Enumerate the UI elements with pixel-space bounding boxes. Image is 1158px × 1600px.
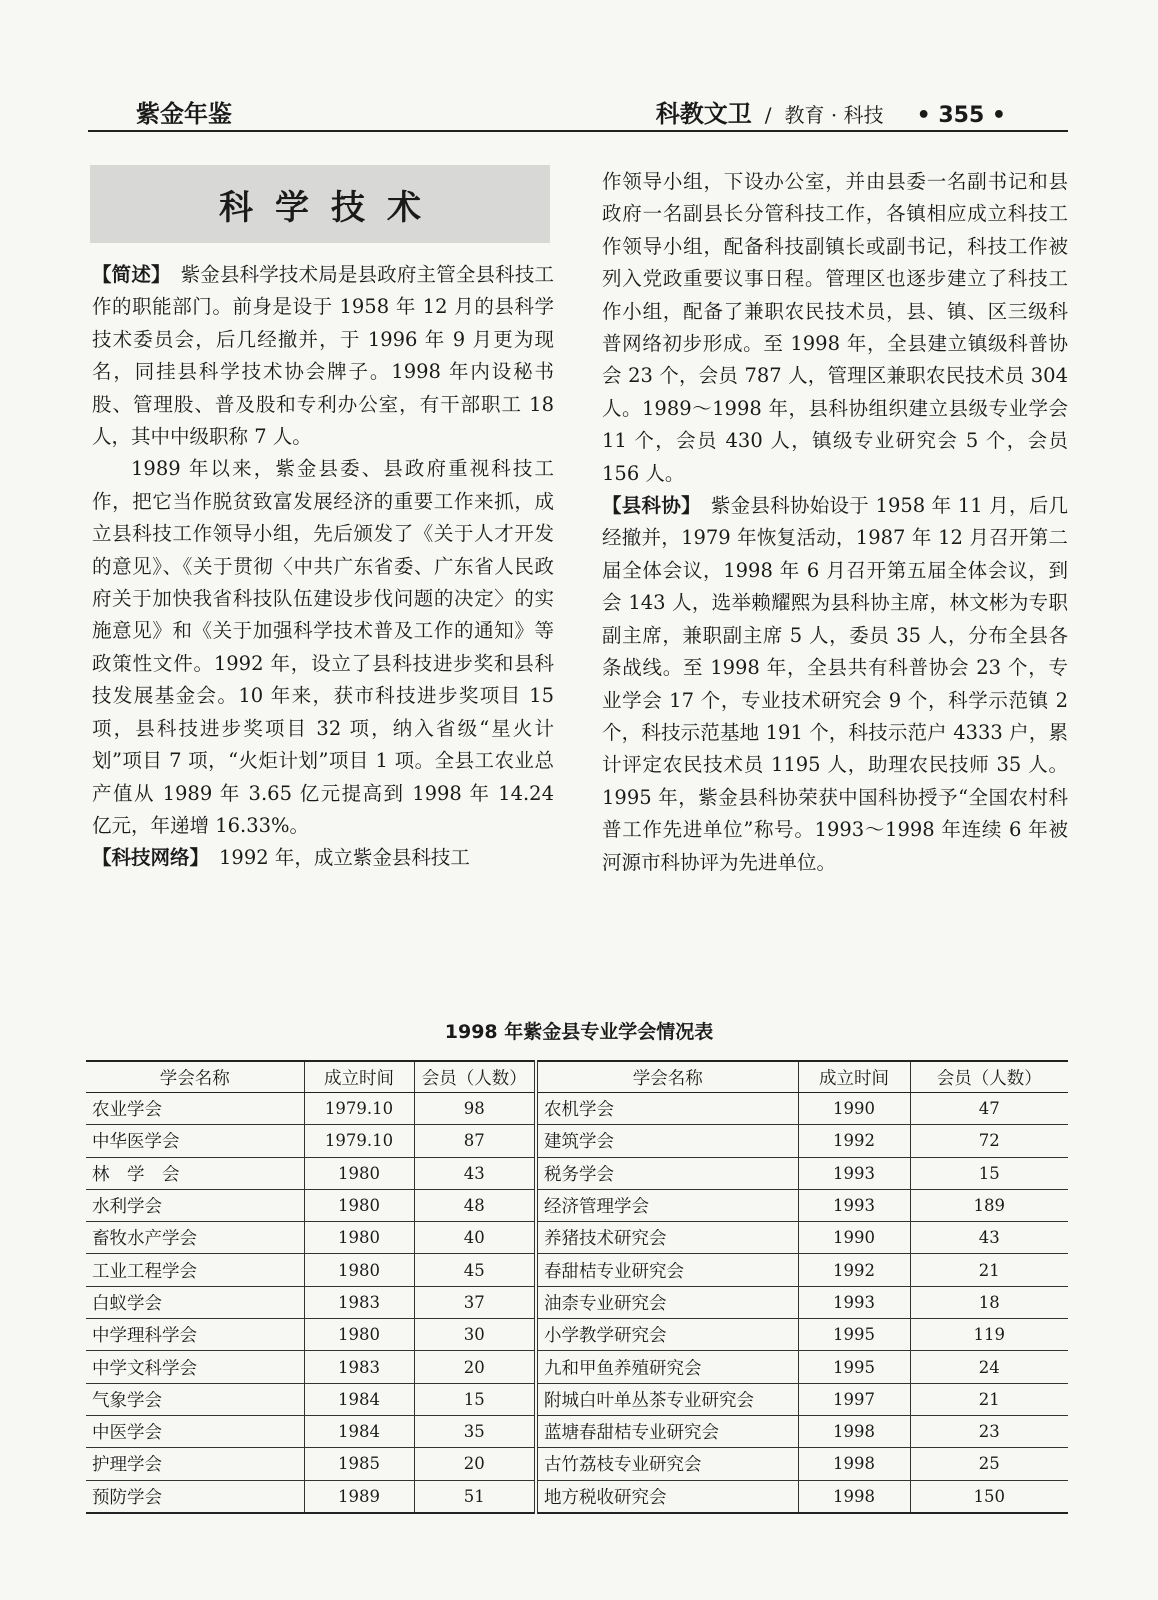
column-header: 会员（人数） <box>910 1061 1068 1093</box>
column-header: 会员（人数） <box>414 1061 536 1093</box>
society-name-cell: 经济管理学会 <box>536 1189 798 1221</box>
founded-cell: 1998 <box>798 1415 910 1447</box>
table-row <box>86 1093 1068 1125</box>
table-row <box>86 1319 1068 1351</box>
members-cell: 40 <box>414 1222 536 1254</box>
table-row <box>86 1222 1068 1254</box>
page-header <box>88 92 1068 132</box>
table-header-row <box>86 1061 1068 1093</box>
founded-cell: 1985 <box>304 1448 414 1480</box>
society-name-cell: 中医学会 <box>86 1415 304 1447</box>
society-name-cell: 工业工程学会 <box>86 1254 304 1286</box>
members-cell: 25 <box>910 1448 1068 1480</box>
society-name-cell: 中学文科学会 <box>86 1351 304 1383</box>
society-name-cell: 油柰专业研究会 <box>536 1286 798 1318</box>
founded-cell: 1993 <box>798 1157 910 1189</box>
society-name-cell: 税务学会 <box>536 1157 798 1189</box>
founded-cell: 1993 <box>798 1286 910 1318</box>
founded-cell: 1980 <box>304 1319 414 1351</box>
column-header: 成立时间 <box>304 1061 414 1093</box>
founded-cell: 1992 <box>798 1125 910 1157</box>
table-row <box>86 1254 1068 1286</box>
members-cell: 21 <box>910 1254 1068 1286</box>
founded-cell: 1980 <box>304 1254 414 1286</box>
founded-cell: 1983 <box>304 1351 414 1383</box>
members-cell: 30 <box>414 1319 536 1351</box>
right-column <box>602 166 1068 879</box>
members-cell: 48 <box>414 1189 536 1221</box>
table-row <box>86 1415 1068 1447</box>
table-title: 1998 年紫金县专业学会情况表 <box>444 1021 714 1043</box>
society-name-cell: 林 学 会 <box>86 1157 304 1189</box>
members-cell: 15 <box>414 1383 536 1415</box>
column-header: 成立时间 <box>798 1061 910 1093</box>
founded-cell: 1984 <box>304 1383 414 1415</box>
society-name-cell: 气象学会 <box>86 1383 304 1415</box>
members-cell: 35 <box>414 1415 536 1447</box>
section-separator: / <box>764 103 772 127</box>
founded-cell: 1998 <box>798 1480 910 1513</box>
table-row <box>86 1189 1068 1221</box>
founded-cell: 1980 <box>304 1189 414 1221</box>
society-name-cell: 中华医学会 <box>86 1125 304 1157</box>
column-header: 学会名称 <box>86 1061 304 1093</box>
column-header: 学会名称 <box>536 1061 798 1093</box>
table-row <box>86 1351 1068 1383</box>
society-name-cell: 九和甲鱼养殖研究会 <box>536 1351 798 1383</box>
founded-cell: 1979.10 <box>304 1093 414 1125</box>
society-name-cell: 白蚁学会 <box>86 1286 304 1318</box>
paragraph-policy: 1989 年以来，紫金县委、县政府重视科技工作，把它当作脱贫致富发展经济的重要工作来抓，成立县科技工作领导小组，先后颁发了《关于人才开发的意见》、《关于贯彻〈中共广东省委、广东省人民政府关于加快我省科技队伍建设步伐问题的决定〉的实施意见》和《关于加强科学技术普及工作的通知》等政策性文件。1992 年，设立了县科技进步奖和县科技发展基金会。10 年来，获市科技进步奖项目 15 项，县科技进步奖项目 32 项，纳入省级“星火计划”项目 7 项，“火炬计划”项目 1 项。全县工农业总产值从 1989 年 3.65 亿元提高到 1998 年 14.24 亿元，年递增 16.33%。 <box>92 457 554 837</box>
article-title: 科学技术 <box>219 187 443 228</box>
founded-cell: 1998 <box>798 1448 910 1480</box>
book-title: 紫金年鉴 <box>136 100 232 128</box>
members-cell: 23 <box>910 1415 1068 1447</box>
members-cell: 20 <box>414 1351 536 1383</box>
society-name-cell: 水利学会 <box>86 1189 304 1221</box>
society-name-cell: 古竹荔枝专业研究会 <box>536 1448 798 1480</box>
members-cell: 20 <box>414 1448 536 1480</box>
paragraph-overview <box>92 259 554 453</box>
table-body <box>86 1093 1068 1513</box>
paragraph-network <box>92 842 554 874</box>
society-name-cell: 中学理科学会 <box>86 1319 304 1351</box>
association-text: 紫金县科协始设于 1958 年 11 月，后几经撤并，1979 年恢复活动，1987 年 12 月召开第二届全体会议，1998 年 6 月召开第五届全体会议，到会 143 人，选举赖耀熙为县科协主席，林文彬为专职副主席，兼职副主席 5 人，委员 35 人，分布全县各条战线。至 1998 年，全县共有科普协会 23 个，专业学会 17 个，专业技术研究会 9 个，科学示范镇 2 个，科技示范基地 191 个，科技示范户 4333 户，累计评定农民技术员 1195 人，助理农民技师 35 人。1995 年，紫金县科协荣获中国科协授予“全国农村科普工作先进单位”称号。1993～1998 年连续 6 年被河源市科协评为先进单位。 <box>602 494 1068 874</box>
founded-cell: 1997 <box>798 1383 910 1415</box>
founded-cell: 1992 <box>798 1254 910 1286</box>
table-row <box>86 1448 1068 1480</box>
members-cell: 51 <box>414 1480 536 1513</box>
founded-cell: 1989 <box>304 1480 414 1513</box>
society-name-cell: 农机学会 <box>536 1093 798 1125</box>
society-name-cell: 畜牧水产学会 <box>86 1222 304 1254</box>
members-cell: 18 <box>910 1286 1068 1318</box>
overview-text: 紫金县科学技术局是县政府主管全县科技工作的职能部门。前身是设于 1958 年 12 月的县科学技术委员会，后几经撤并，于 1996 年 9 月更为现名，同挂县科学技术协会牌子。1998 年内设秘书股、管理股、普及股和专利办公室，有干部职工 18 人，其中中级职称 7 人。 <box>92 263 554 449</box>
association-tag: 【县科协】 <box>602 494 701 518</box>
table-row <box>86 1125 1068 1157</box>
founded-cell: 1984 <box>304 1415 414 1447</box>
founded-cell: 1990 <box>798 1222 910 1254</box>
societies-table <box>86 1060 1068 1514</box>
founded-cell: 1993 <box>798 1189 910 1221</box>
members-cell: 98 <box>414 1093 536 1125</box>
page-number: • 355 • <box>916 103 1006 128</box>
members-cell: 189 <box>910 1189 1068 1221</box>
members-cell: 37 <box>414 1286 536 1318</box>
society-name-cell: 养猪技术研究会 <box>536 1222 798 1254</box>
founded-cell: 1995 <box>798 1319 910 1351</box>
society-name-cell: 农业学会 <box>86 1093 304 1125</box>
members-cell: 43 <box>414 1157 536 1189</box>
table-row <box>86 1286 1068 1318</box>
society-name-cell: 护理学会 <box>86 1448 304 1480</box>
society-name-cell: 蓝塘春甜桔专业研究会 <box>536 1415 798 1447</box>
society-name-cell: 春甜桔专业研究会 <box>536 1254 798 1286</box>
overview-tag: 【简述】 <box>92 263 171 286</box>
members-cell: 24 <box>910 1351 1068 1383</box>
paragraph-association <box>602 490 1068 879</box>
subsection-name: 教育 · 科技 <box>784 103 884 127</box>
members-cell: 47 <box>910 1093 1068 1125</box>
section-heading <box>656 94 1006 129</box>
paragraph-network-cont: 作领导小组，下设办公室，并由县委一名副书记和县政府一名副县长分管科技工作，各镇相应成立科技工作领导小组，配备科技副镇长或副书记，科技工作被列入党政重要议事日程。管理区也逐步建立了科技工作小组，配备了兼职农民技术员，县、镇、区三级科普网络初步形成。至 1998 年，全县建立镇级科普协会 23 个，会员 787 人，管理区兼职农民技术员 304 人。1989～1998 年，县科协组织建立县级专业学会 11 个，会员 430 人，镇级专业研究会 5 个，会员 156 人。 <box>602 170 1068 485</box>
members-cell: 43 <box>910 1222 1068 1254</box>
members-cell: 15 <box>910 1157 1068 1189</box>
society-name-cell: 预防学会 <box>86 1480 304 1513</box>
section-name: 科教文卫 <box>655 100 752 128</box>
table-row <box>86 1480 1068 1513</box>
members-cell: 21 <box>910 1383 1068 1415</box>
members-cell: 87 <box>414 1125 536 1157</box>
founded-cell: 1980 <box>304 1222 414 1254</box>
article-title-box <box>90 165 550 243</box>
society-name-cell: 附城白叶单丛茶专业研究会 <box>536 1383 798 1415</box>
founded-cell: 1980 <box>304 1157 414 1189</box>
members-cell: 45 <box>414 1254 536 1286</box>
table-row <box>86 1383 1068 1415</box>
members-cell: 119 <box>910 1319 1068 1351</box>
society-name-cell: 地方税收研究会 <box>536 1480 798 1513</box>
left-column <box>92 259 554 875</box>
founded-cell: 1979.10 <box>304 1125 414 1157</box>
network-text: 1992 年，成立紫金县科技工 <box>219 846 470 870</box>
society-name-cell: 小学教学研究会 <box>536 1319 798 1351</box>
founded-cell: 1995 <box>798 1351 910 1383</box>
network-tag: 【科技网络】 <box>92 846 210 870</box>
founded-cell: 1983 <box>304 1286 414 1318</box>
founded-cell: 1990 <box>798 1093 910 1125</box>
members-cell: 72 <box>910 1125 1068 1157</box>
table-row <box>86 1157 1068 1189</box>
members-cell: 150 <box>910 1480 1068 1513</box>
society-name-cell: 建筑学会 <box>536 1125 798 1157</box>
